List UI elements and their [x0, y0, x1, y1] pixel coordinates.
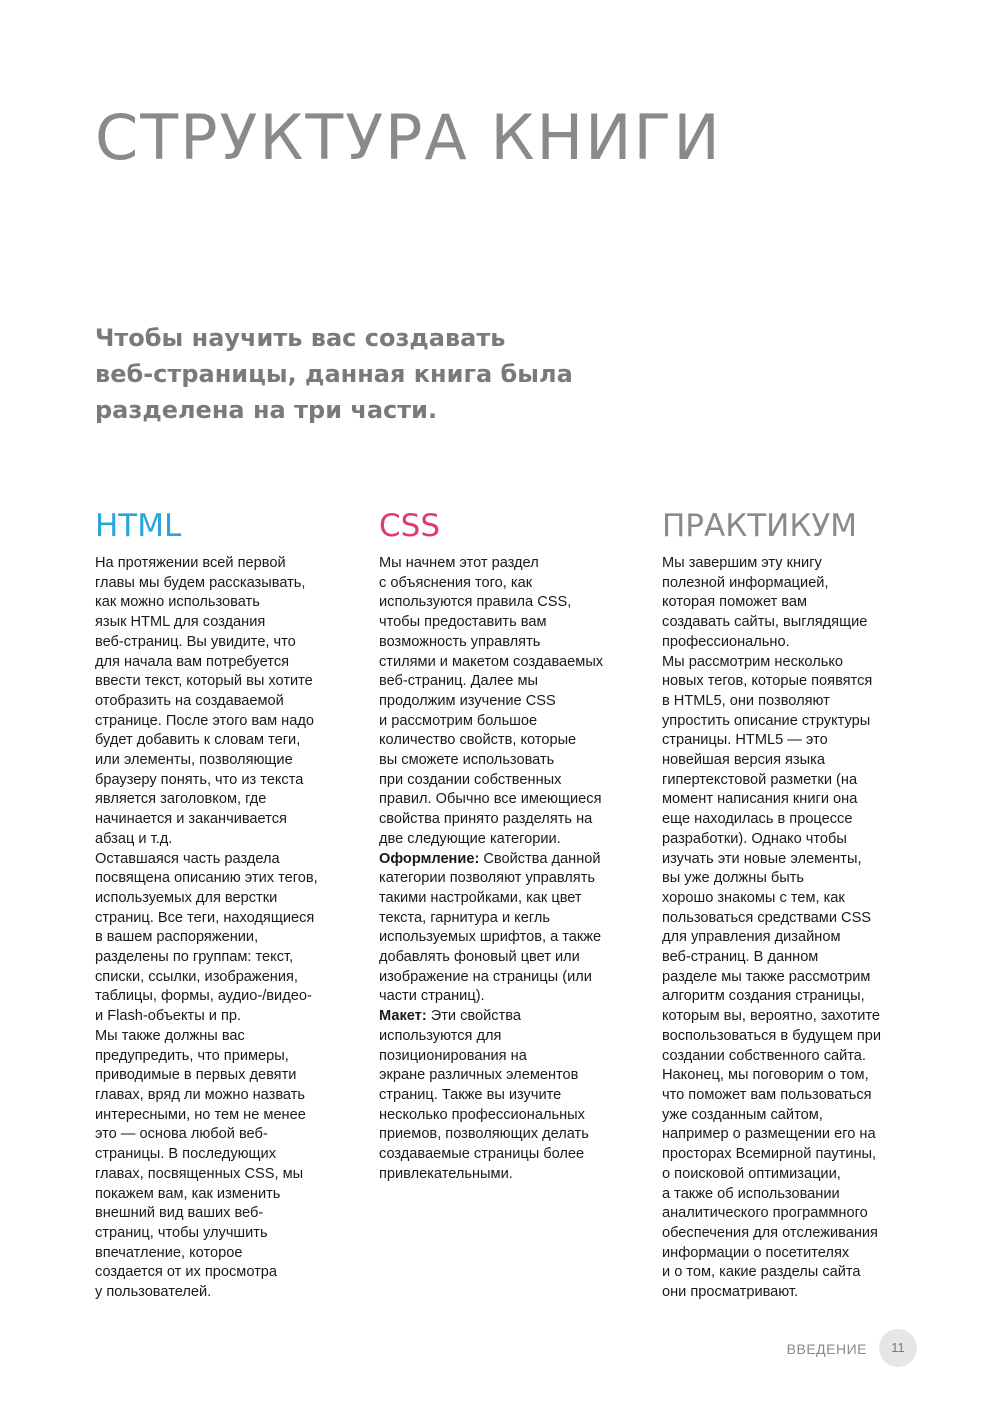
line-text: просторах Всемирной паутины,: [662, 1146, 877, 1163]
line-text: свойства принято разделять на: [379, 811, 593, 828]
line-text: части страниц).: [379, 988, 485, 1005]
line-text: профессионально.: [662, 633, 790, 650]
line-text: новейшая версия языка: [662, 752, 825, 769]
text-line: [662, 1204, 912, 1224]
column-css: [379, 502, 629, 1185]
line-text: страниц, чтобы улучшить: [95, 1224, 268, 1241]
text-line: [379, 1027, 629, 1047]
text-line: [662, 869, 912, 889]
line-text: гипертекстовой разметки (на: [662, 771, 858, 788]
text-line: [379, 909, 629, 929]
text-line: [95, 1165, 345, 1185]
line-text: и рассмотрим большое: [379, 712, 538, 729]
line-text: приводимые в первых девяти: [95, 1067, 297, 1084]
line-text: для управления дизайном: [662, 929, 841, 946]
intro-paragraph: [95, 320, 615, 428]
text-line: [95, 810, 345, 830]
text-line: [95, 790, 345, 810]
text-line: [379, 1007, 629, 1027]
column-praktikum: [662, 502, 912, 1303]
text-line: [379, 1145, 629, 1165]
line-text: язык HTML для создания: [95, 614, 266, 631]
line-text: новых тегов, которые появятся: [662, 673, 873, 690]
text-line: [662, 731, 912, 751]
line-text: правил. Обычно все имеющиеся: [379, 791, 602, 808]
text-line: [379, 987, 629, 1007]
line-text: создавать сайты, выглядящие: [662, 614, 868, 631]
line-text: вы сможете использовать: [379, 752, 555, 769]
text-line: [662, 889, 912, 909]
text-line: [95, 554, 345, 574]
line-text: главах, посвященных CSS, мы: [95, 1165, 304, 1182]
line-text: которым вы, вероятно, захотите: [662, 1008, 881, 1025]
text-line: [95, 574, 345, 594]
bold-term: Макет:: [379, 1008, 427, 1025]
line-text: как можно использовать: [95, 594, 260, 611]
text-line: [662, 554, 912, 574]
text-line: [662, 850, 912, 870]
text-line: [95, 1007, 345, 1027]
text-line: [662, 692, 912, 712]
text-line: [379, 653, 629, 673]
text-line: [95, 731, 345, 751]
text-line: [95, 909, 345, 929]
line-text: создаваемые страницы более: [379, 1146, 585, 1163]
text-line: [379, 948, 629, 968]
text-line: [95, 928, 345, 948]
text-line: [95, 1047, 345, 1067]
text-line: [95, 593, 345, 613]
line-text: покажем вам, как изменить: [95, 1185, 281, 1202]
text-line: [662, 1185, 912, 1205]
text-line: [379, 751, 629, 771]
text-line: [95, 1283, 345, 1303]
line-text: веб-страниц. В данном: [662, 949, 819, 966]
line-text: разработки). Однако чтобы: [662, 830, 847, 847]
line-text: о поисковой оптимизации,: [662, 1165, 841, 1182]
line-text: интересными, но тем не менее: [95, 1106, 306, 1123]
line-text: с объяснения того, как: [379, 574, 533, 591]
text-line: [379, 850, 629, 870]
line-text: это — основа любой веб-: [95, 1126, 268, 1143]
column-text-praktikum: [662, 554, 912, 1303]
line-text: в вашем распоряжении,: [95, 929, 259, 946]
line-text: уже созданным сайтом,: [662, 1106, 823, 1123]
column-heading-praktikum: ПРАКТИКУМ: [662, 508, 857, 544]
line-text: момент написания книги она: [662, 791, 858, 808]
text-line: [379, 1125, 629, 1145]
line-text: добавлять фоновый цвет или: [379, 949, 580, 966]
text-line: [379, 574, 629, 594]
line-text: Мы начнем этот раздел: [379, 555, 539, 571]
line-text: является заголовком, где: [95, 791, 267, 808]
line-text: например о размещении его на: [662, 1126, 876, 1143]
column-heading-css: CSS: [379, 508, 441, 544]
line-text: информации о посетителях: [662, 1244, 850, 1261]
line-text: обеспечения для отслеживания: [662, 1224, 878, 1241]
line-text: воспользоваться в будущем при: [662, 1027, 882, 1044]
line-text: количество свойств, которые: [379, 732, 577, 749]
text-line: [662, 574, 912, 594]
line-text: изучать эти новые элементы,: [662, 850, 862, 867]
line-text: и о том, какие разделы сайта: [662, 1264, 861, 1281]
line-text: разделе мы также рассмотрим: [662, 968, 871, 985]
line-text: разделены по группам: текст,: [95, 949, 294, 966]
text-line: [662, 1244, 912, 1264]
line-text: такими настройками, как цвет: [379, 889, 582, 906]
text-line: [95, 1224, 345, 1244]
line-text: в HTML5, они позволяют: [662, 692, 830, 709]
line-text: пользоваться средствами CSS: [662, 909, 872, 926]
text-line: [95, 653, 345, 673]
text-line: [662, 830, 912, 850]
text-line: [662, 1106, 912, 1126]
text-line: [662, 593, 912, 613]
text-line: [95, 968, 345, 988]
line-text: Эти свойства: [426, 1008, 521, 1025]
text-line: [95, 987, 345, 1007]
line-text: Мы рассмотрим несколько: [662, 653, 843, 670]
text-line: [379, 731, 629, 751]
line-text: веб-страниц. Вы увидите, что: [95, 633, 296, 650]
text-line: [95, 751, 345, 771]
text-line: [379, 613, 629, 633]
text-line: [662, 1224, 912, 1244]
line-text: Оставшаяся часть раздела: [95, 850, 280, 867]
line-text: а также об использовании: [662, 1185, 840, 1202]
line-text: На протяжении всей первой: [95, 555, 286, 571]
text-line: [95, 1125, 345, 1145]
line-text: Мы завершим эту книгу: [662, 555, 822, 571]
text-line: [662, 633, 912, 653]
text-line: [662, 1165, 912, 1185]
text-line: [379, 830, 629, 850]
text-line: [95, 1145, 345, 1165]
text-line: [662, 1047, 912, 1067]
text-line: [379, 1047, 629, 1067]
text-line: [379, 1165, 629, 1185]
page-title: СТРУКТУРА КНИГИ: [95, 101, 722, 174]
text-line: [95, 948, 345, 968]
line-text: ввести текст, который вы хотите: [95, 673, 313, 690]
text-line: [379, 869, 629, 889]
line-text: продолжим изучение CSS: [379, 692, 556, 709]
line-text: отобразить на создаваемой: [95, 692, 284, 709]
line-text: создании собственного сайта.: [662, 1047, 866, 1064]
line-text: списки, ссылки, изображения,: [95, 968, 298, 985]
text-line: [662, 968, 912, 988]
text-line: [379, 672, 629, 692]
text-line: [95, 830, 345, 850]
line-text: при создании собственных: [379, 771, 562, 788]
intro-line: Чтобы научить вас создавать: [95, 324, 506, 352]
text-line: [662, 948, 912, 968]
intro-line: веб-страницы, данная книга была: [95, 360, 573, 388]
line-text: главах, вряд ли можно назвать: [95, 1086, 305, 1103]
line-text: будет добавить к словам теги,: [95, 732, 301, 749]
text-line: [95, 633, 345, 653]
line-text: странице. После этого вам надо: [95, 712, 314, 729]
line-text: привлекательными.: [379, 1165, 513, 1182]
line-text: чтобы предоставить вам: [379, 614, 547, 631]
line-text: страниц. Также вы изучите: [379, 1086, 562, 1103]
line-text: браузеру понять, что из текста: [95, 771, 304, 788]
line-text: Мы также должны вас: [95, 1027, 245, 1044]
line-text: используются правила CSS,: [379, 594, 572, 611]
line-text: несколько профессиональных: [379, 1106, 585, 1123]
text-line: [379, 593, 629, 613]
line-text: что поможет вам пользоваться: [662, 1086, 872, 1103]
line-text: абзац и т.д.: [95, 830, 173, 847]
text-line: [379, 1066, 629, 1086]
line-text: которая поможет вам: [662, 594, 808, 611]
line-text: категории позволяют управлять: [379, 870, 595, 887]
line-text: для начала вам потребуется: [95, 653, 290, 670]
text-line: [379, 810, 629, 830]
text-line: [379, 554, 629, 574]
text-line: [662, 1007, 912, 1027]
text-line: [379, 712, 629, 732]
line-text: посвящена описанию этих тегов,: [95, 870, 318, 887]
text-line: [379, 633, 629, 653]
line-text: алгоритм создания страницы,: [662, 988, 865, 1005]
line-text: используемых для верстки: [95, 889, 278, 906]
line-text: экране различных элементов: [379, 1067, 579, 1084]
text-line: [95, 1204, 345, 1224]
line-text: или элементы, позволяющие: [95, 752, 293, 769]
line-text: еще находилась в процессе: [662, 811, 853, 828]
column-html: [95, 502, 345, 1303]
text-line: [95, 1185, 345, 1205]
text-line: [662, 1145, 912, 1165]
text-line: [95, 692, 345, 712]
text-line: [662, 712, 912, 732]
line-text: страниц. Все теги, находящиеся: [95, 909, 315, 926]
text-line: [379, 968, 629, 988]
text-line: [95, 1106, 345, 1126]
line-text: таблицы, формы, аудио-/видео-: [95, 988, 312, 1005]
text-line: [95, 869, 345, 889]
text-line: [662, 810, 912, 830]
text-line: [662, 1125, 912, 1145]
line-text: впечатление, которое: [95, 1244, 243, 1261]
section-label: ВВЕДЕНИЕ: [786, 1341, 867, 1357]
column-text-html: [95, 554, 345, 1303]
line-text: полезной информацией,: [662, 574, 829, 591]
line-text: упростить описание структуры: [662, 712, 871, 729]
line-text: хорошо знакомы с тем, как: [662, 889, 845, 906]
text-line: [95, 1066, 345, 1086]
text-line: [662, 1263, 912, 1283]
column-text-css: [379, 554, 629, 1185]
line-text: главы мы будем рассказывать,: [95, 574, 306, 591]
text-line: [379, 692, 629, 712]
text-line: [95, 889, 345, 909]
line-text: две следующие категории.: [379, 830, 561, 847]
text-line: [662, 1066, 912, 1086]
line-text: они просматривают.: [662, 1284, 799, 1301]
line-text: вы уже должны быть: [662, 870, 805, 887]
text-line: [95, 771, 345, 791]
text-line: [95, 672, 345, 692]
line-text: используются для: [379, 1027, 502, 1044]
text-line: [662, 653, 912, 673]
line-text: внешний вид ваших веб-: [95, 1205, 264, 1222]
text-line: [662, 909, 912, 929]
text-line: [379, 771, 629, 791]
line-text: возможность управлять: [379, 633, 541, 650]
text-line: [95, 1263, 345, 1283]
line-text: Наконец, мы поговорим о том,: [662, 1067, 869, 1084]
line-text: веб-страниц. Далее мы: [379, 673, 538, 690]
column-heading-html: HTML: [95, 508, 182, 544]
text-line: [379, 889, 629, 909]
line-text: позиционирования на: [379, 1047, 527, 1064]
bold-term: Оформление:: [379, 850, 480, 867]
text-line: [662, 751, 912, 771]
text-line: [379, 1086, 629, 1106]
text-line: [662, 987, 912, 1007]
page-number: 11: [879, 1329, 917, 1367]
text-line: [95, 613, 345, 633]
text-line: [95, 1086, 345, 1106]
line-text: у пользователей.: [95, 1284, 212, 1301]
intro-line: разделена на три части.: [95, 396, 438, 424]
text-line: [662, 771, 912, 791]
text-line: [95, 712, 345, 732]
line-text: предупредить, что примеры,: [95, 1047, 289, 1064]
line-text: текста, гарнитура и кегль: [379, 909, 550, 926]
line-text: используемых шрифтов, а также: [379, 929, 602, 946]
text-line: [662, 1027, 912, 1047]
line-text: аналитического программного: [662, 1205, 868, 1222]
line-text: начинается и заканчивается: [95, 811, 287, 828]
line-text: создается от их просмотра: [95, 1264, 278, 1281]
text-line: [379, 1106, 629, 1126]
line-text: страницы. В последующих: [95, 1146, 277, 1163]
text-line: [379, 790, 629, 810]
text-line: [662, 613, 912, 633]
text-line: [95, 1244, 345, 1264]
text-line: [662, 928, 912, 948]
line-text: Свойства данной: [479, 850, 601, 867]
line-text: приемов, позволяющих делать: [379, 1126, 589, 1143]
line-text: и Flash-объекты и пр.: [95, 1008, 242, 1025]
text-line: [662, 790, 912, 810]
line-text: страницы. HTML5 — это: [662, 732, 828, 749]
line-text: стилями и макетом создаваемых: [379, 653, 604, 670]
text-line: [662, 1283, 912, 1303]
text-line: [95, 850, 345, 870]
text-line: [95, 1027, 345, 1047]
text-line: [662, 1086, 912, 1106]
text-line: [662, 672, 912, 692]
line-text: изображение на страницы (или: [379, 968, 592, 985]
text-line: [379, 928, 629, 948]
